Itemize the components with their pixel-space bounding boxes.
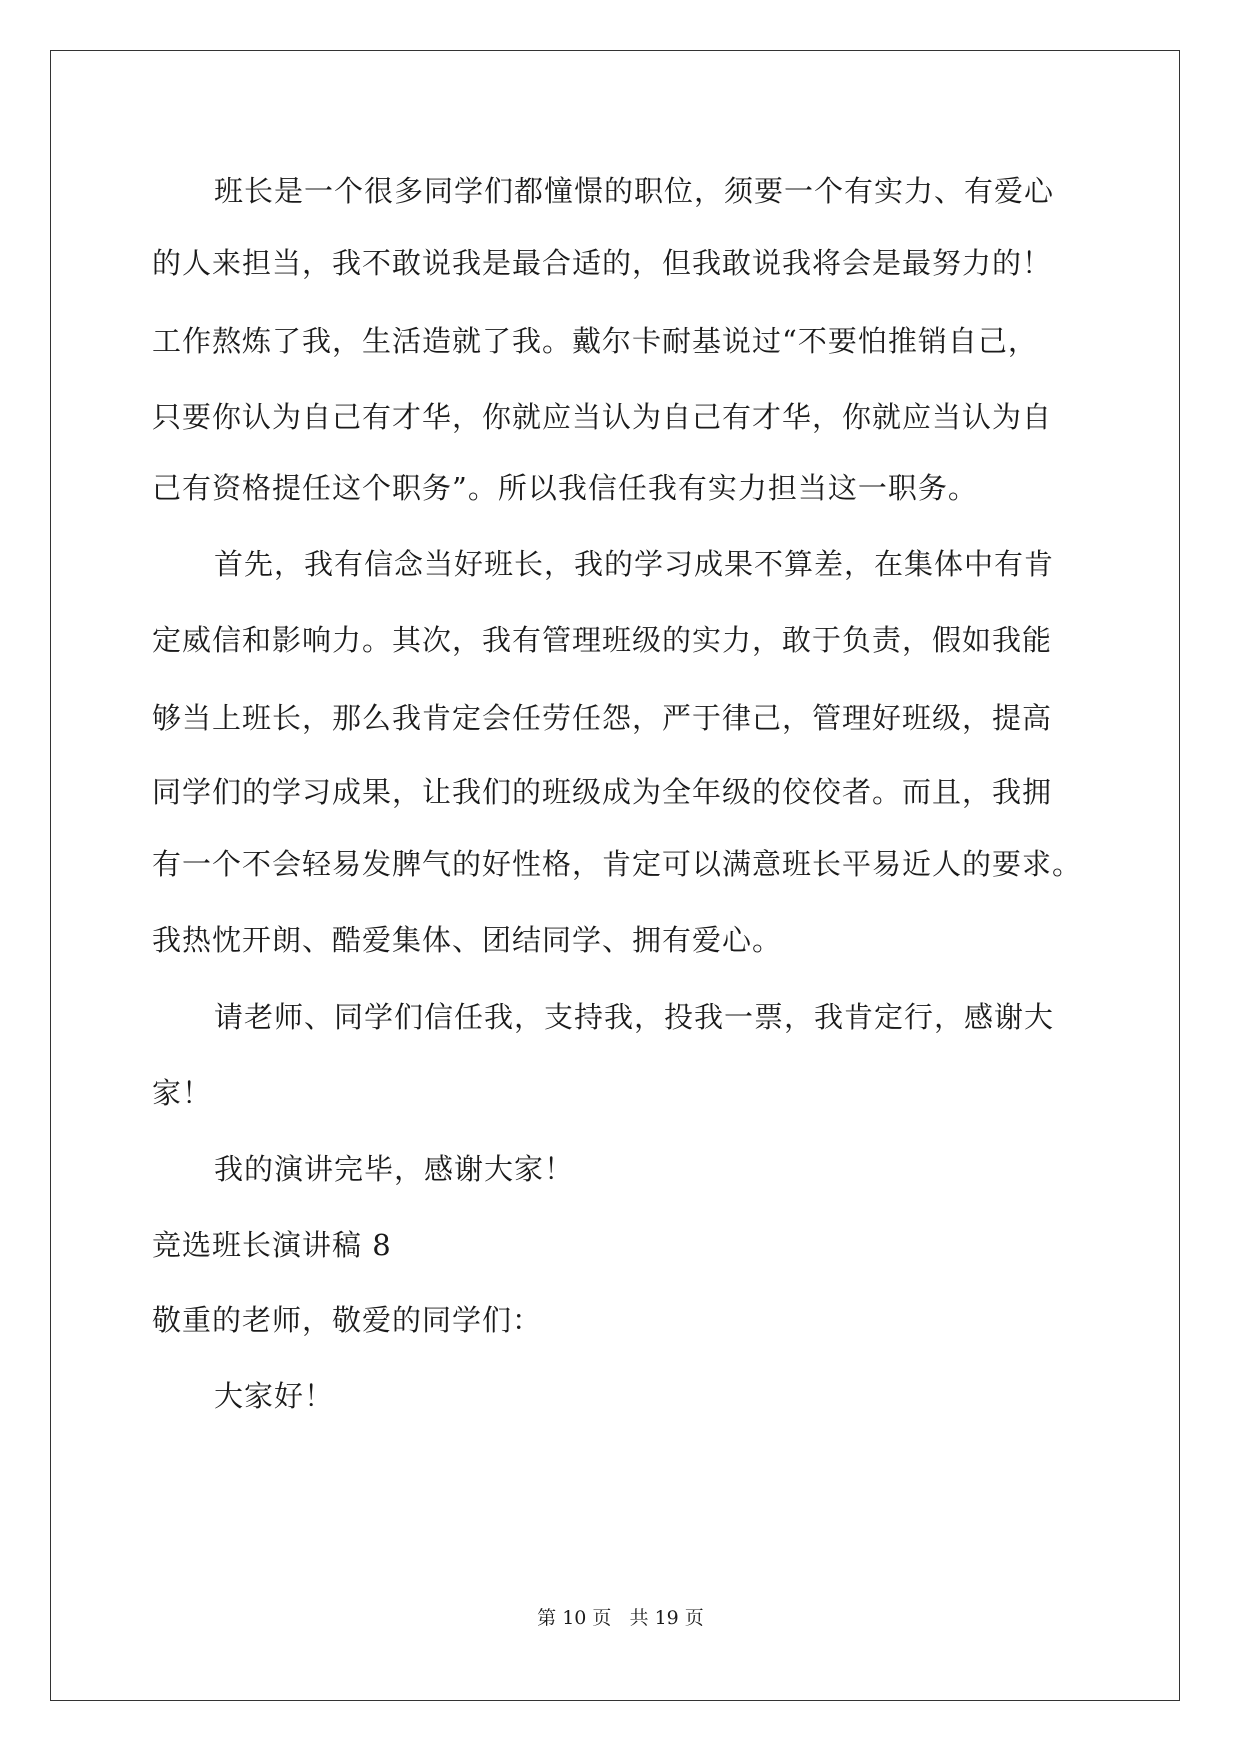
paragraph-line: 的人来担当，我不敢说我是最合适的，但我敢说我将会是最努力的！ [152, 246, 1053, 280]
paragraph-line: 我热忱开朗、酷爱集体、团结同学、拥有爱心。 [152, 923, 783, 957]
greeting: 大家好！ [214, 1379, 335, 1413]
paragraph-line: 只要你认为自己有才华，你就应当认为自己有才华，你就应当认为自 [152, 400, 1053, 434]
paragraph-line: 工作熬炼了我，生活造就了我。戴尔卡耐基说过“不要怕推销自己， [152, 324, 1038, 358]
paragraph-line: 定威信和影响力。其次，我有管理班级的实力，敢于负责，假如我能 [152, 623, 1053, 657]
section-heading: 竞选班长演讲稿 8 [152, 1228, 392, 1262]
paragraph-line: 我的演讲完毕，感谢大家！ [214, 1152, 575, 1186]
paragraph-line: 己有资格提任这个职务”。所以我信任我有实力担当这一职务。 [152, 471, 978, 505]
paragraph-line: 请老师、同学们信任我，支持我，投我一票，我肯定行，感谢大 [214, 1000, 1055, 1034]
paragraph-line: 同学们的学习成果，让我们的班级成为全年级的佼佼者。而且，我拥 [152, 775, 1053, 809]
paragraph-line: 家！ [152, 1076, 213, 1110]
paragraph-line: 有一个不会轻易发脾气的好性格，肯定可以满意班长平易近人的要求。 [152, 847, 1083, 881]
paragraph-line: 首先，我有信念当好班长，我的学习成果不算差，在集体中有肯 [214, 547, 1055, 581]
salutation: 敬重的老师，敬爱的同学们： [152, 1303, 543, 1337]
paragraph-line: 够当上班长，那么我肯定会任劳任怨，严于律己，管理好班级，提高 [152, 701, 1053, 735]
paragraph-line: 班长是一个很多同学们都憧憬的职位，须要一个有实力、有爱心 [214, 174, 1055, 208]
page-number-footer: 第 10 页 共 19 页 [537, 1607, 704, 1629]
